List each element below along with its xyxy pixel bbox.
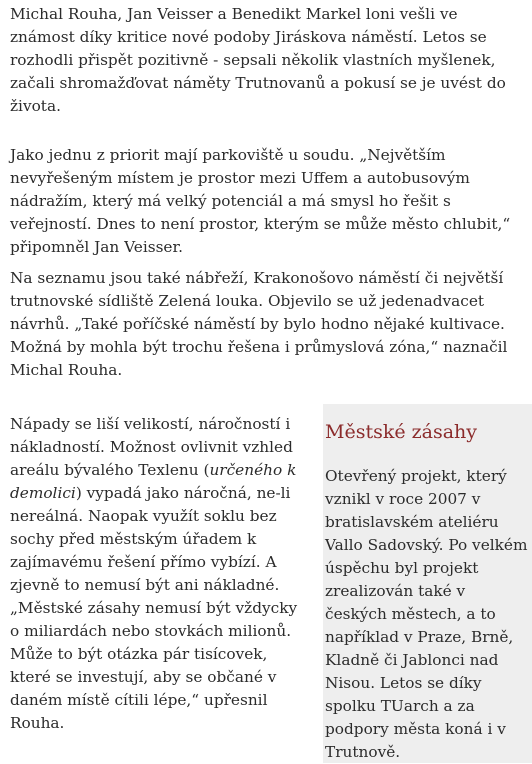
paragraph-4-text-start: Nápady se liší velikostí, náročností i nákladností. Možnost ovlivnit vzhled areálu bývalého Texlenu ( [10, 415, 293, 479]
sidebar-box [323, 404, 532, 763]
paragraph-4-text-end: ) vypadá jako náročná, ne-li nereálná. Naopak využít soklu bez sochy před městským úřadem k zajímavému řešení přímo vybízí. A zjevně to nemusí být ani nákladné. „Městské zásahy nemusí být vždycky o miliardách nebo stovkách milionů. Může to být otázka pár tisícovek, které se investují, aby se občané v daném místě cítili lépe,“ upřesnil Rouha. [10, 484, 298, 732]
article-paragraph-3: Na seznamu jsou také nábřeží, Krakonošovo náměstí či největší trutnovské sídliště Zelená louka. Objevilo se už jedenadvacet návrhů. „Také poříčské náměstí by bylo hodno nějaké kultivace. Možná by mohla být trochu řešena i průmyslová zóna,“ naznačil Michal Rouha. [10, 269, 508, 379]
paragraph-4-emphasis: určeného k demolici [10, 461, 297, 502]
article-paragraph-4 [10, 413, 310, 735]
sidebar-text: Otevřený projekt, který vznikl v roce 2007 v bratislavském ateliéru Vallo Sadovský. Po velkém úspěchu byl projekt zrealizován také v českých městech, a to například v Praze, Brně, Kladně či Jablonci nad Nisou. Letos se díky spolku TUarch a za podpory města koná i v Trutnově. [325, 467, 528, 761]
article-paragraph-1: Michal Rouha, Jan Veisser a Benedikt Markel loni vešli ve známost díky kritice nové podoby Jiráskova náměstí. Letos se rozhodli přispět pozitivně - sepsali několik vlastních myšlenek, začali shromažďovat náměty Trutnovanů a pokusí se je uvést do života. [10, 5, 506, 115]
sidebar-title: Městské zásahy [325, 421, 478, 443]
article-paragraph-2: Jako jednu z priorit mají parkoviště u soudu. „Největším nevyřešeným místem je prostor mezi Uffem a autobusovým nádražím, který má velký potenciál a má smysl ho řešit s veřejností. Dnes to není prostor, kterým se může město chlubit,“ připomněl Jan Veisser. [10, 146, 511, 256]
